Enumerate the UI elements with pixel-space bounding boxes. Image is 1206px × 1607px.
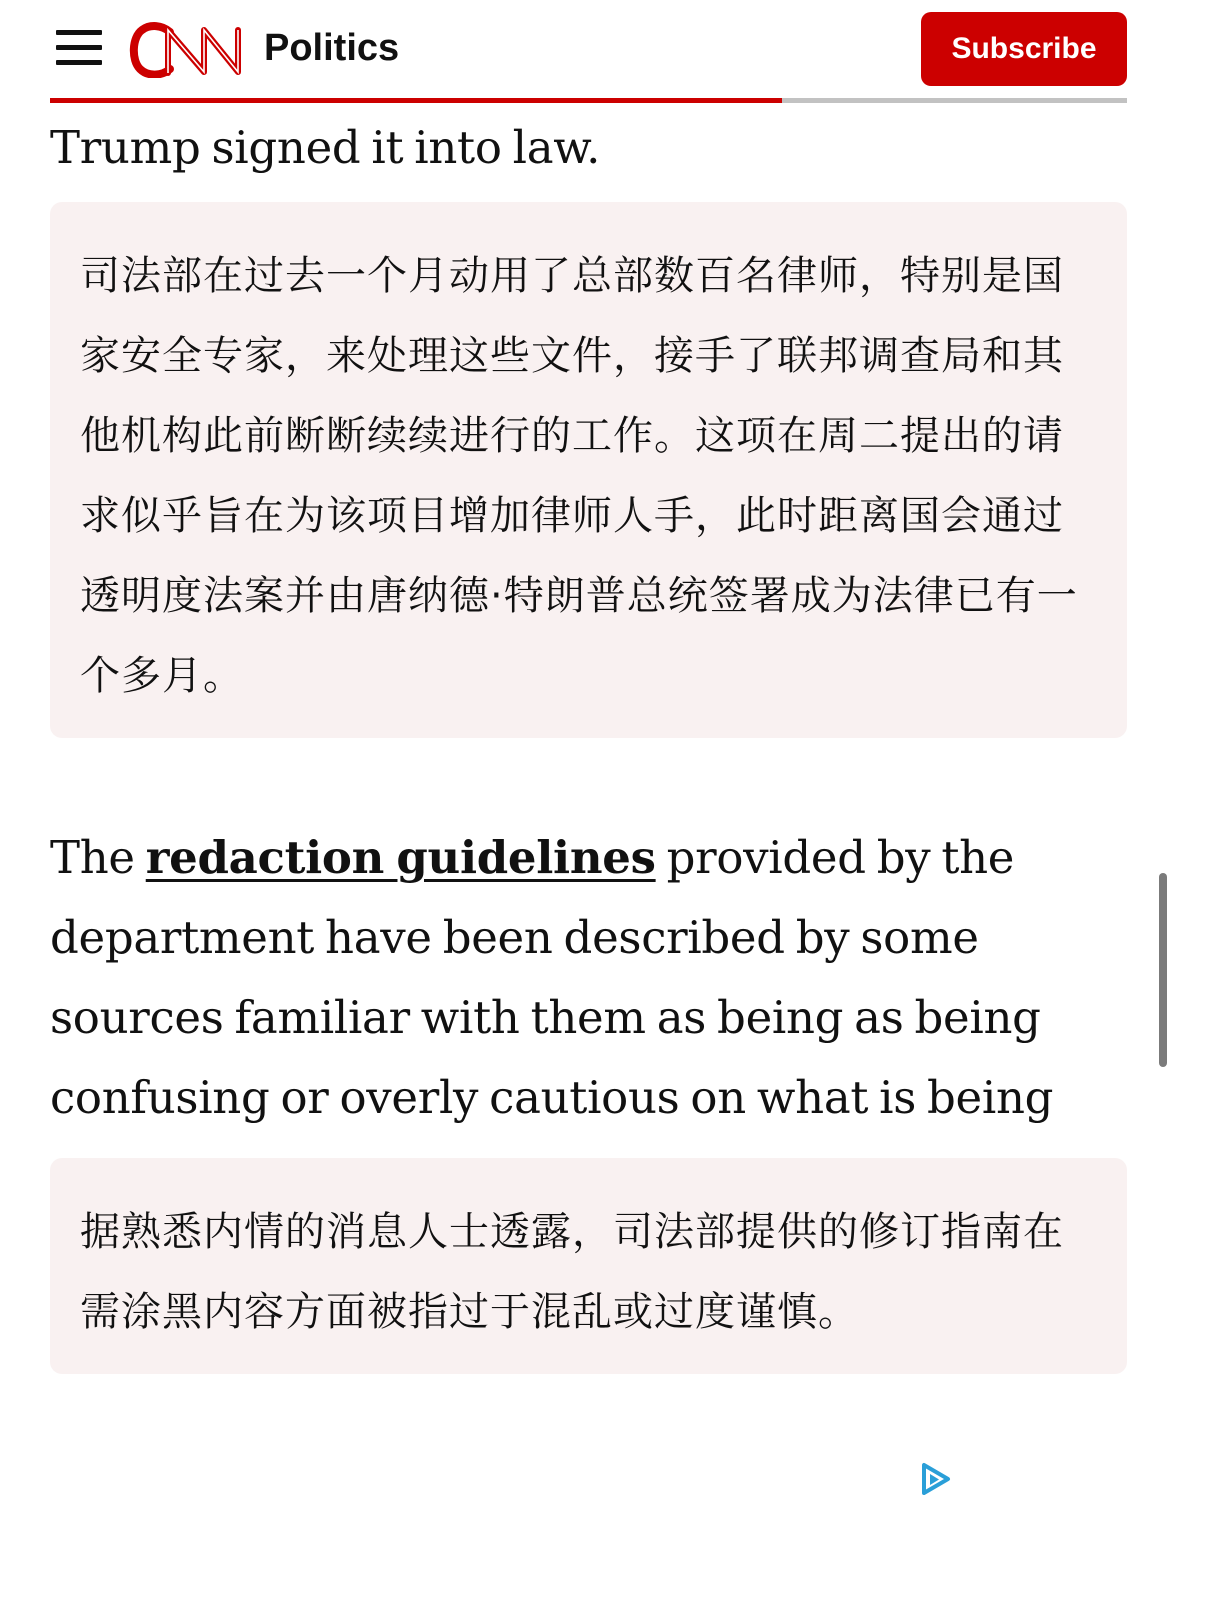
subscribe-button[interactable]: Subscribe bbox=[921, 12, 1127, 86]
article-paragraph-tail: Trump signed it into law. bbox=[50, 121, 601, 174]
translation-box bbox=[50, 1158, 1127, 1374]
cnn-logo[interactable] bbox=[128, 22, 246, 78]
redaction-guidelines-link[interactable]: redaction guidelines bbox=[145, 831, 656, 884]
translation-text: 据熟悉内情的消息人士透露，司法部提供的修订指南在需涂黑内容方面被指过于混乱或过度谨慎。 bbox=[80, 1209, 1064, 1335]
hamburger-menu-icon[interactable] bbox=[56, 30, 102, 66]
paragraph-text: The bbox=[50, 831, 146, 884]
paragraph-text: provided by the department have been described by some sources familiar with them as being as being confusing or overly cautious on what is being bbox=[50, 831, 1054, 1124]
translation-box bbox=[50, 202, 1127, 738]
reading-progress-bar bbox=[50, 98, 1127, 103]
scrollbar-thumb[interactable] bbox=[1159, 873, 1167, 1067]
translation-text: 司法部在过去一个月动用了总部数百名律师，特别是国家安全专家，来处理这些文件，接手了联邦调查局和其他机构此前断断续续进行的工作。这项在周二提出的请求似乎旨在为该项目增加律师人手，此时距离国会通过透明度法案并由唐纳德·特朗普总统签署成为法律已有一个多月。 bbox=[80, 253, 1078, 699]
section-label[interactable]: Politics bbox=[264, 27, 400, 69]
site-header bbox=[0, 0, 1206, 100]
adchoices-icon[interactable] bbox=[916, 1460, 954, 1498]
reading-progress-fill bbox=[50, 98, 782, 103]
